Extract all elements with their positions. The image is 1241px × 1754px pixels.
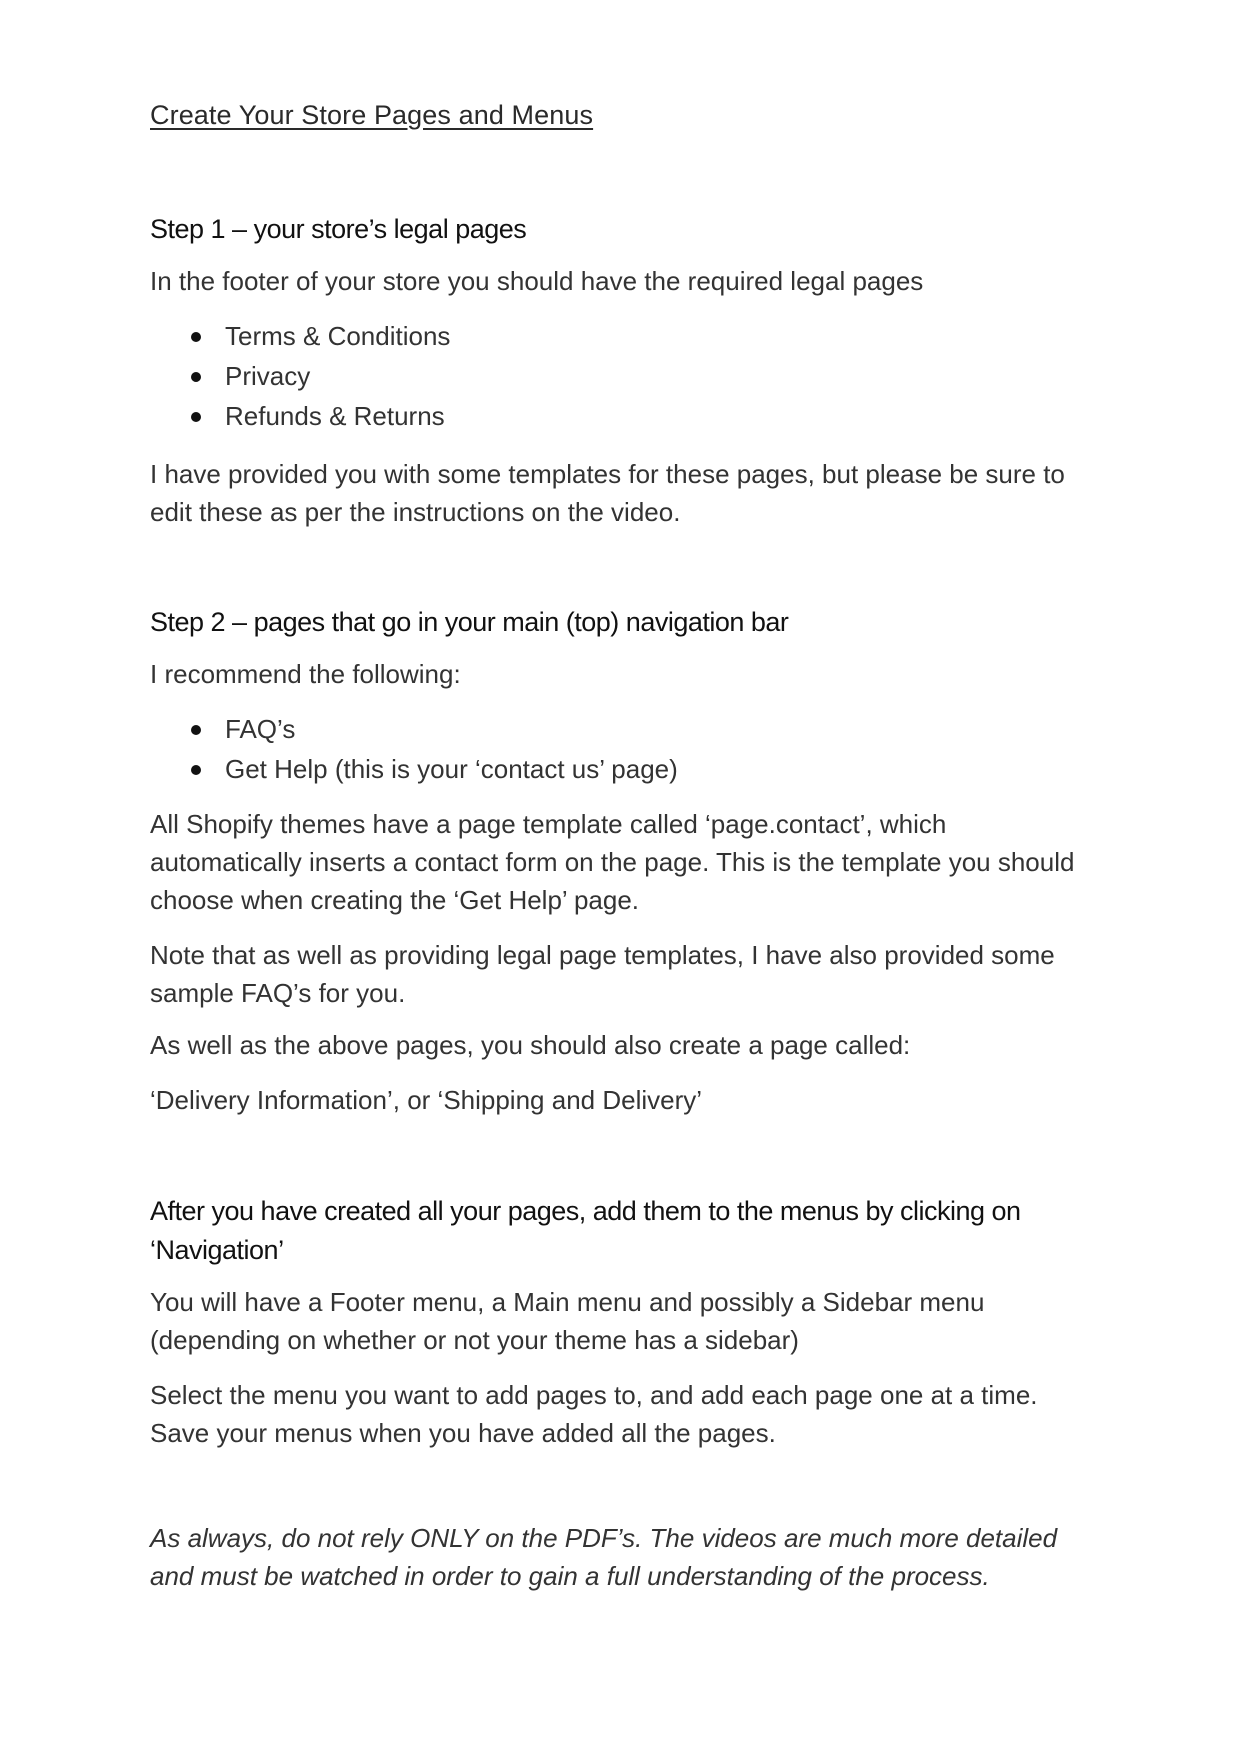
navigation-para1: You will have a Footer menu, a Main menu and possibly a Sidebar menu (depending on whether or not your theme has a sidebar) bbox=[150, 1287, 985, 1355]
step2-para2: Note that as well as providing legal page templates, I have also provided some sample FAQ’s for you. bbox=[150, 940, 1055, 1008]
step1-intro: In the footer of your store you should have the required legal pages bbox=[150, 266, 924, 296]
closing-note: As always, do not rely ONLY on the PDF’s. The videos are much more detailed and must be watched in order to gain a full understanding of the process. bbox=[150, 1523, 1058, 1591]
list-item: Privacy bbox=[150, 356, 450, 396]
page-title: Create Your Store Pages and Menus bbox=[150, 100, 594, 130]
list-item: FAQ’s bbox=[150, 709, 678, 749]
bullet-icon bbox=[191, 412, 201, 422]
step2-heading: Step 2 – pages that go in your main (top) navigation bar bbox=[150, 607, 789, 637]
list-item: Get Help (this is your ‘contact us’ page) bbox=[150, 749, 678, 789]
step2-intro: I recommend the following: bbox=[150, 659, 461, 689]
step2-para4: ‘Delivery Information’, or ‘Shipping and Delivery’ bbox=[150, 1085, 703, 1115]
step2-para3: As well as the above pages, you should also create a page called: bbox=[150, 1030, 911, 1060]
step1-heading: Step 1 – your store’s legal pages bbox=[150, 214, 527, 244]
list-item: Refunds & Returns bbox=[150, 396, 450, 436]
step1-note: I have provided you with some templates for these pages, but please be sure to edit these as per the instructions on the video. bbox=[150, 459, 1065, 527]
step2-list bbox=[150, 709, 678, 789]
bullet-icon bbox=[191, 725, 201, 735]
list-item: Terms & Conditions bbox=[150, 316, 450, 356]
bullet-icon bbox=[191, 765, 201, 775]
navigation-para2: Select the menu you want to add pages to, and add each page one at a time. Save your menus when you have added all the pages. bbox=[150, 1380, 1038, 1448]
navigation-heading: After you have created all your pages, add them to the menus by clicking on ‘Navigation’ bbox=[150, 1196, 1021, 1265]
bullet-icon bbox=[191, 372, 201, 382]
bullet-icon bbox=[191, 332, 201, 342]
step1-list bbox=[150, 316, 450, 436]
step2-para1: All Shopify themes have a page template called ‘page.contact’, which automatically inserts a contact form on the page. This is the template you should choose when creating the ‘Get Help’ page. bbox=[150, 809, 1075, 915]
